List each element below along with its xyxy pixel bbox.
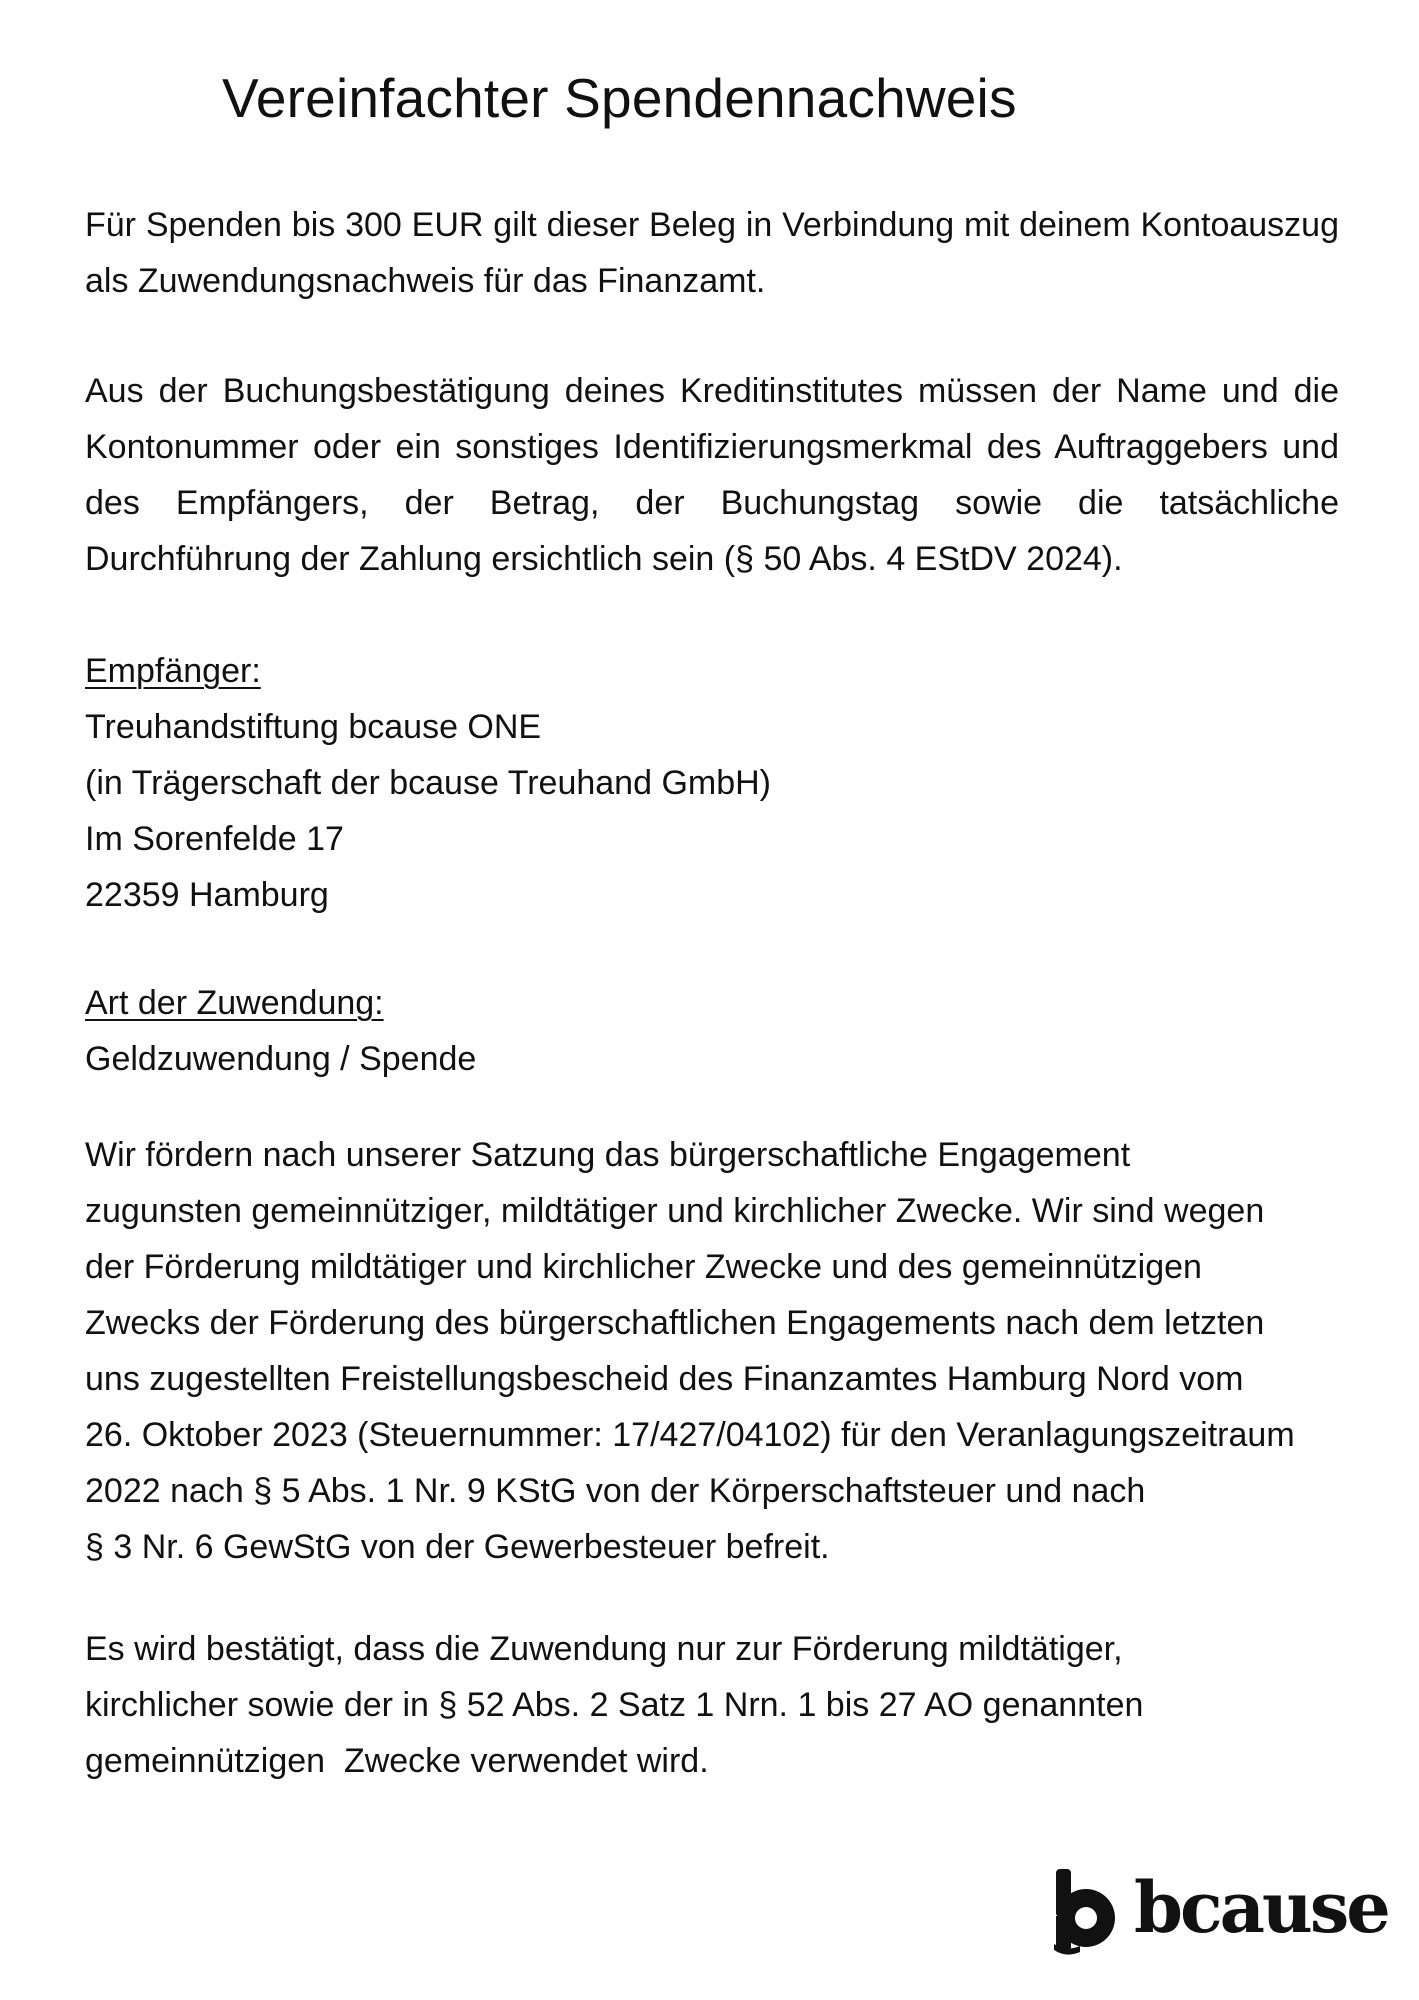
tax-exemption-line: 26. Oktober 2023 (Steuernummer: 17/427/04102) für den Veranlagungszeitraum bbox=[85, 1416, 1295, 1454]
confirmation-paragraph bbox=[85, 1621, 1339, 1789]
donation-type-value: Geldzuwendung / Spende bbox=[85, 1040, 477, 1078]
recipient-block bbox=[85, 643, 1339, 923]
recipient-label: Empfänger: bbox=[85, 652, 261, 690]
recipient-name: Treuhandstiftung bcause ONE bbox=[85, 708, 542, 746]
confirmation-line: Es wird bestätigt, dass die Zuwendung nur zur Förderung mildtätiger, bbox=[85, 1630, 1123, 1668]
recipient-sponsor: (in Trägerschaft der bcause Treuhand GmbH) bbox=[85, 764, 771, 802]
tax-exemption-paragraph bbox=[85, 1127, 1339, 1575]
document-title: Vereinfachter Spendennachweis bbox=[222, 67, 1017, 129]
tax-exemption-line: § 3 Nr. 6 GewStG von der Gewerbesteuer befreit. bbox=[85, 1528, 830, 1566]
donation-type-label: Art der Zuwendung: bbox=[85, 984, 384, 1022]
tax-exemption-line: der Förderung mildtätiger und kirchlicher Zwecke und des gemeinnützigen bbox=[85, 1248, 1202, 1286]
recipient-street: Im Sorenfelde 17 bbox=[85, 820, 344, 858]
intro-paragraph: Für Spenden bis 300 EUR gilt dieser Beleg in Verbindung mit deinem Kontoauszug als Zuwendungsnachweis für das Finanzamt. bbox=[85, 206, 1339, 300]
tax-exemption-line: zugunsten gemeinnütziger, mildtätiger und kirchlicher Zwecke. Wir sind wegen bbox=[85, 1192, 1265, 1230]
recipient-city: 22359 Hamburg bbox=[85, 876, 329, 914]
tax-exemption-line: 2022 nach § 5 Abs. 1 Nr. 9 KStG von der Körperschaftsteuer und nach bbox=[85, 1472, 1146, 1510]
bcause-logo bbox=[1052, 1866, 1388, 1956]
bcause-logo-text: bcause bbox=[1134, 1866, 1388, 1949]
bcause-logo-mark-icon bbox=[1052, 1866, 1118, 1956]
confirmation-line: gemeinnützigen Zwecke verwendet wird. bbox=[85, 1742, 709, 1780]
donation-type-block bbox=[85, 975, 1339, 1087]
booking-requirements-paragraph: Aus der Buchungsbestätigung deines Kreditinstitutes müssen der Name und die Kontonummer oder ein sonstiges Identifizierungsmerkmal des Auftraggebers und des Empfängers, der Betrag, der Buchungstag sowie die tatsächliche Durchführung der Zahlung ersichtlich sein (§ 50 Abs. 4 EStDV 2024). bbox=[85, 372, 1339, 578]
document-body bbox=[85, 197, 1339, 1789]
tax-exemption-line: Wir fördern nach unserer Satzung das bürgerschaftliche Engagement bbox=[85, 1136, 1131, 1174]
confirmation-line: kirchlicher sowie der in § 52 Abs. 2 Satz 1 Nrn. 1 bis 27 AO genannten bbox=[85, 1686, 1144, 1724]
tax-exemption-line: Zwecks der Förderung des bürgerschaftlichen Engagements nach dem letzten bbox=[85, 1304, 1265, 1342]
tax-exemption-line: uns zugestellten Freistellungsbescheid des Finanzamtes Hamburg Nord vom bbox=[85, 1360, 1244, 1398]
